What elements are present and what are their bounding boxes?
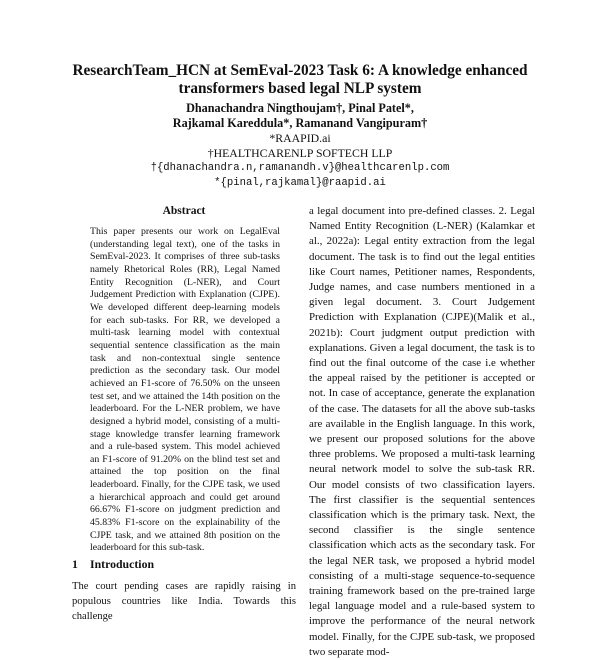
- affiliation-raapid: *RAAPID.ai: [269, 131, 331, 145]
- section-title: Introduction: [90, 557, 155, 571]
- author-list: [40, 101, 560, 131]
- section-number: 1: [72, 557, 78, 571]
- affiliations: [40, 131, 560, 191]
- email-healthcarenlp: †{dhanachandra.n,ramanandh.v}@healthcarenlp.com: [150, 162, 450, 174]
- abstract-heading: Abstract: [162, 205, 206, 217]
- affiliation-healthcarenlp: †HEALTHCARENLP SOFTECH LLP: [207, 146, 393, 160]
- email-raapid: *{pinal,rajkamal}@raapid.ai: [214, 177, 386, 189]
- authors-line-1: Dhanachandra Ningthoujam†, Pinal Patel*,: [186, 101, 414, 115]
- paper-title: ResearchTeam_HCN at SemEval-2023 Task 6: A knowledge enhanced transformers based legal NLP system: [72, 62, 528, 97]
- right-column-text: a legal document into pre-defined classes. 2. Legal Named Entity Recognition (L-NER) (Kalamkar et al., 2022a): Legal entity extraction from the legal document. The task is to find out the legal entities like Court names, Petitioner names, Respondents, Judge names, and case numbers mentioned in a given legal document. 3. Court Judgement Prediction with Explanation (CJPE)(Malik et al., 2021b): Court judgment output prediction with explanations. Given a legal document, the task is to find out the final outcome of the case i.e whether the appeal raised by the petitioner is accepted or not. In case of acceptance, generate the explanation of the case. The datasets for all the above sub-tasks are available in the English language. In this work, we present our proposed solutions for the above three problems. We proposed a multi-task learning neural network model to solve the sub-task RR. Our model consists of two classification layers. The first classifier is the sequential sentences classification which is the primary task. Next, the second classifier is the single sentence classification which acts as the secondary task. For the legal NER task, we proposed a hybrid model consisting of a multi-stage sequence-to-sequence training framework based on the pre-trained large legal language model and a rule-based system to improve the performance of the neural network model. Finally, for the CJPE sub-task, we proposed two separate mod-: [309, 205, 535, 658]
- abstract-text: This paper presents our work on LegalEval (understanding legal text), one of the tasks in SemEval-2023. It comprises of three sub-tasks namely Rhetorical Roles (RR), Legal Named Entity Recognition (L-NER), and Court Judgement Prediction with Explanation (CJPE). We developed different deep-learning models for each sub-tasks. For RR, we developed a multi-task learning model with contextual sequential sentence classification as the main task and non-contextual single sentence prediction as the secondary task. Our model achieved an F1-score of 76.50% on the unseen test set, and we attained the 14th position on the leaderboard. For the L-NER problem, we have designed a hybrid model, consisting of a multi-stage knowledge transfer learning framework and a rule-based system. This model achieved an F1-score of 91.20% on the blind test set and attained the top position on the final leaderboard. Finally, for the CJPE task, we used a hierarchical approach and could get around 66.67% F1-score on judgment prediction and 45.83% F1-score on the explainability of the CJPE task, and we attained 8th position on the leaderboard for this sub-task.: [90, 226, 280, 554]
- section-heading-introduction: [72, 557, 296, 572]
- introduction-text: The court pending cases are rapidly raising in populous countries like India. Towards this challenge: [72, 581, 296, 622]
- authors-line-2: Rajkamal Kareddula*, Ramanand Vangipuram†: [172, 116, 428, 130]
